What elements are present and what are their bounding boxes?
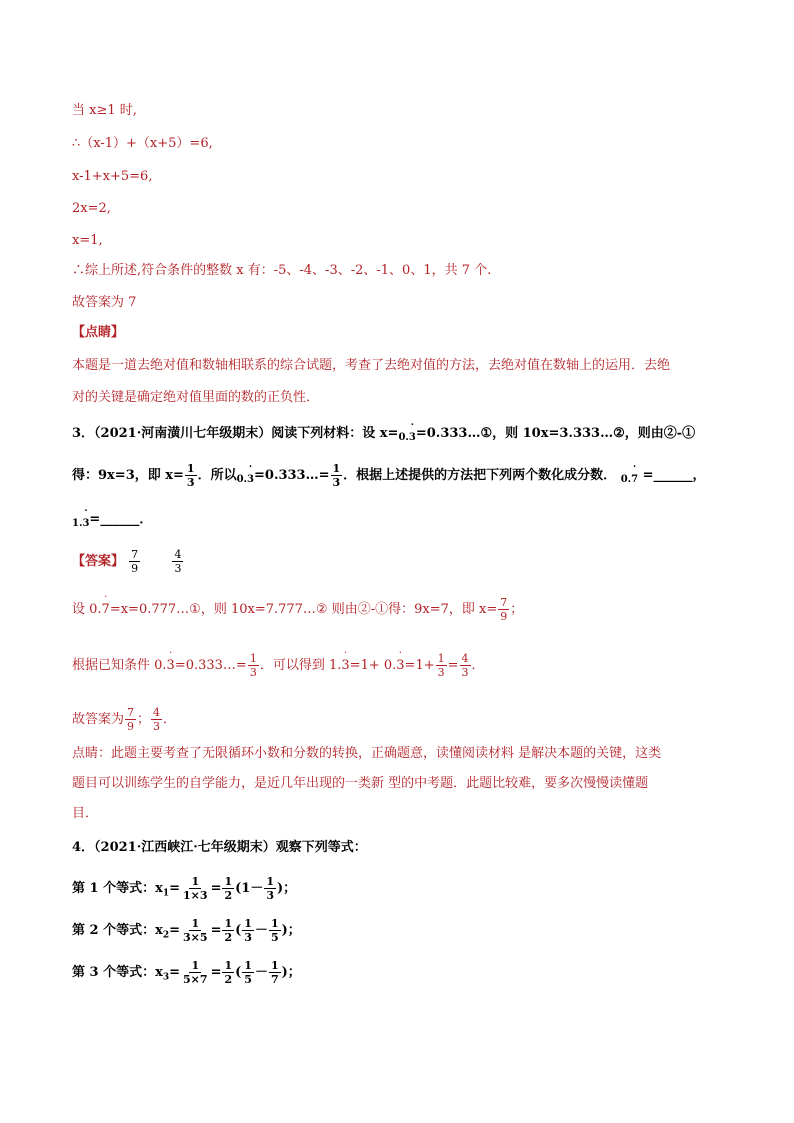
fraction: $\frac{1}{3}$ — [332, 462, 341, 489]
comment-line: 对的关键是确定绝对值里面的数的正负性． — [72, 390, 320, 405]
comment-line: 点睛：此题主要考查了无限循环小数和分数的转换，正确题意，读懂阅读材料 是解决本题的关键，这类 — [72, 746, 662, 761]
question-3-line-2: 得：9x=3，即 x= $\frac{1}{3}$ ．所以$_{0.˙ 3}$=0.333…= $\frac{1}{3}$ ．根据上述提供的方法把下列两个数化成分数． $_{0.˙ 7}$ =______， — [72, 462, 706, 489]
fraction: $\frac{7}{9}$ — [131, 548, 139, 575]
solution-line: ∴综上所述,符合条件的整数 x 有：-5、-4、-3、-2、-1、0、1，共 7 个. — [72, 263, 492, 278]
repeating-decimal: 0.˙ 3 — [398, 432, 415, 443]
fraction: $\frac{7}{9}$ — [500, 596, 508, 623]
fraction: $\frac{7}{9}$ — [127, 706, 135, 733]
fraction: $\frac{4}{3}$ — [461, 652, 469, 679]
equation-2: 第 2 个等式：$x_2=$ $\frac{1}{3\times 5}$ = $\frac{1}{2}$ ( $\frac{1}{3}$ － $\frac{1}{5}$ )； — [72, 917, 301, 944]
solution-line: 设 0.˙ 7=x=0.777…①，则 10x=7.777…② 则由②-①得：9x=7，即 x= $\frac{7}{9}$ ； — [72, 596, 523, 623]
answer-row — [72, 548, 184, 575]
solution-line: 根据已知条件 0.˙ 3=0.333…= $\frac{1}{3}$ ．可以得到 1.˙ 3=1+ 0.˙ 3=1+ $\frac{1}{3}$ = $\frac{4}{3}$ ． — [72, 652, 485, 679]
question-number: 4． — [72, 840, 95, 855]
fraction: $\frac{4}{3}$ — [153, 706, 161, 733]
question-source: （2021·江西峡江·七年级期末） — [94, 840, 276, 855]
comment-line: 目． — [72, 806, 99, 821]
comment-line: 本题是一道去绝对值和数轴相联系的综合试题，考查了去绝对值的方法，去绝对值在数轴上的运用．去绝 — [72, 358, 671, 373]
repeating-decimal: 1.˙ 3 — [72, 518, 89, 529]
question-number: 3． — [72, 426, 95, 441]
repeating-decimal: 0.˙ 3 — [237, 474, 254, 485]
comment-line: 题目可以训练学生的自学能力，是近几年出现的一类新 型的中考题．此题比较难，要多次慢慢读懂题 — [72, 776, 649, 791]
question-3-line-1: 3．（2021·河南潢川七年级期末）阅读下列材料：设 $x=_{0.˙ 3}=0.333\dots ①$，则 10x=3.333…②，则由②-① — [72, 426, 695, 446]
question-4-line-1: 4．（2021·江西峡江·七年级期末）观察下列等式： — [72, 840, 367, 855]
equation-3: 第 3 个等式：$x_3=$ $\frac{1}{5\times 7}$ = $\frac{1}{2}$ ( $\frac{1}{5}$ － $\frac{1}{7}$ )； — [72, 959, 301, 986]
solution-line: 当 x≥1 时, — [72, 103, 137, 118]
answer-tag: 【答案】 — [72, 554, 125, 569]
repeating-decimal: 0.˙ 7 — [621, 474, 638, 485]
fraction: $\frac{4}{3}$ — [174, 548, 182, 575]
answer-line: 故答案为 7 — [72, 295, 137, 310]
question-source: （2021·河南潢川七年级期末） — [94, 426, 272, 441]
fraction: $\frac{1}{3}$ — [437, 652, 445, 679]
answer-line: 故答案为 $\frac{7}{9}$ ； $\frac{4}{3}$ ． — [72, 706, 177, 733]
solution-line: 2x=2, — [72, 201, 111, 216]
solution-line: x-1+x+5=6, — [72, 169, 153, 184]
comment-tag: 【点睛】 — [72, 325, 125, 340]
fraction: $\frac{1}{3}$ — [249, 652, 257, 679]
fraction: $\frac{1}{3}$ — [186, 462, 195, 489]
solution-line: ∴（x-1）+（x+5）=6, — [72, 136, 213, 151]
solution-line: x=1, — [72, 233, 103, 248]
question-3-line-3: $_{1.˙ 3}$=______． — [72, 512, 152, 532]
equation-1: 第 1 个等式：$x_1=$ $\frac{1}{1\times 3}$ = $\frac{1}{2}$ (1－ $\frac{1}{3}$ )； — [72, 875, 297, 902]
